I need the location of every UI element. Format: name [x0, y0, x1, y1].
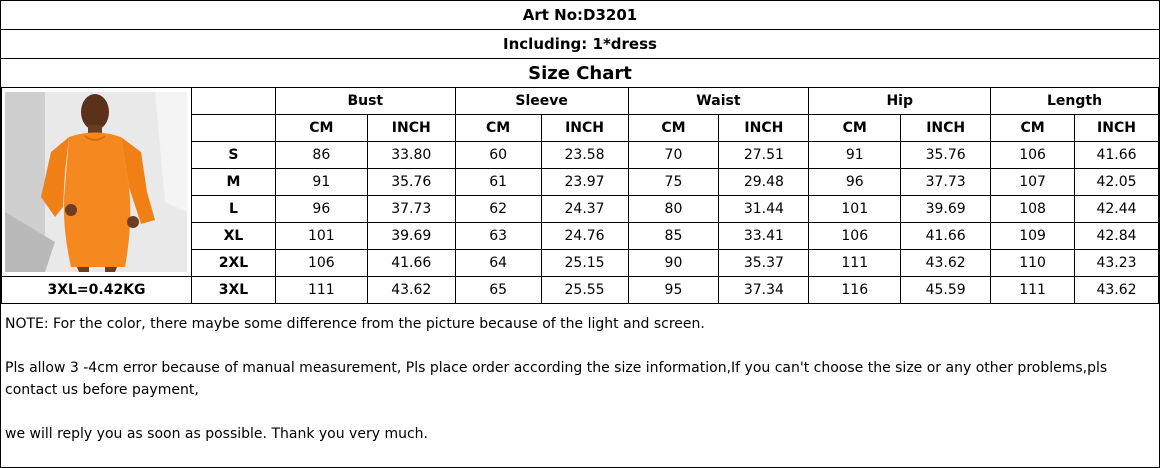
measurement-value: 65 [455, 277, 541, 304]
measurement-value: 37.73 [367, 196, 455, 223]
measurement-value: 31.44 [719, 196, 809, 223]
unit-header-cm: CM [628, 115, 719, 142]
unit-header-cm: CM [275, 115, 367, 142]
measurement-value: 39.69 [367, 223, 455, 250]
measurement-value: 23.97 [541, 169, 628, 196]
measurement-value: 25.15 [541, 250, 628, 277]
measurement-value: 63 [455, 223, 541, 250]
measurement-value: 111 [809, 250, 901, 277]
measurement-value: 86 [275, 142, 367, 169]
size-label: 3XL [191, 277, 275, 304]
measurement-header-bust: Bust [275, 88, 455, 115]
measurement-value: 85 [628, 223, 719, 250]
product-photo [5, 92, 187, 272]
measurement-value: 43.62 [1075, 277, 1159, 304]
measurement-value: 35.76 [901, 142, 991, 169]
note-measurement: Pls allow 3 -4cm error because of manual measurement, Pls place order according the size information,If you can't choose the size or any other problems,pls contact us before payment, [5, 360, 1108, 398]
measurement-value: 108 [991, 196, 1075, 223]
blank-header-cell [191, 88, 275, 115]
measurement-value: 25.55 [541, 277, 628, 304]
measurement-value: 37.34 [719, 277, 809, 304]
measurement-value: 41.66 [367, 250, 455, 277]
measurement-value: 91 [809, 142, 901, 169]
measurement-value: 37.73 [901, 169, 991, 196]
measurement-header-row [2, 88, 1159, 115]
measurement-value: 35.37 [719, 250, 809, 277]
measurement-value: 23.58 [541, 142, 628, 169]
measurement-value: 70 [628, 142, 719, 169]
measurement-value: 101 [275, 223, 367, 250]
unit-header-cm: CM [991, 115, 1075, 142]
size-table [1, 87, 1159, 304]
measurement-value: 43.62 [901, 250, 991, 277]
measurement-value: 62 [455, 196, 541, 223]
measurement-value: 43.62 [367, 277, 455, 304]
measurement-header-hip: Hip [809, 88, 991, 115]
measurement-value: 41.66 [901, 223, 991, 250]
product-photo-cell [2, 88, 192, 277]
size-label: XL [191, 223, 275, 250]
measurement-value: 64 [455, 250, 541, 277]
measurement-value: 106 [275, 250, 367, 277]
size-label: M [191, 169, 275, 196]
unit-header-inch: INCH [541, 115, 628, 142]
measurement-value: 35.76 [367, 169, 455, 196]
measurement-value: 106 [991, 142, 1075, 169]
table-row [2, 277, 1159, 304]
measurement-value: 90 [628, 250, 719, 277]
measurement-value: 41.66 [1075, 142, 1159, 169]
unit-header-inch: INCH [719, 115, 809, 142]
measurement-value: 116 [809, 277, 901, 304]
art-number: Art No:D3201 [1, 1, 1159, 30]
note-color: NOTE: For the color, there maybe some difference from the picture because of the light and screen. [5, 316, 705, 332]
measurement-value: 42.84 [1075, 223, 1159, 250]
size-label: 2XL [191, 250, 275, 277]
unit-header-inch: INCH [1075, 115, 1159, 142]
measurement-header-length: Length [991, 88, 1159, 115]
measurement-value: 75 [628, 169, 719, 196]
unit-header-inch: INCH [367, 115, 455, 142]
measurement-value: 42.44 [1075, 196, 1159, 223]
measurement-value: 91 [275, 169, 367, 196]
dress-model-image [5, 92, 187, 272]
measurement-value: 107 [991, 169, 1075, 196]
unit-header-inch: INCH [901, 115, 991, 142]
measurement-value: 43.23 [1075, 250, 1159, 277]
measurement-value: 110 [991, 250, 1075, 277]
measurement-value: 60 [455, 142, 541, 169]
measurement-value: 96 [275, 196, 367, 223]
unit-header-cm: CM [455, 115, 541, 142]
measurement-value: 27.51 [719, 142, 809, 169]
package-weight: 3XL=0.42KG [2, 277, 192, 304]
measurement-value: 39.69 [901, 196, 991, 223]
package-contents: Including: 1*dress [1, 30, 1159, 59]
measurement-value: 33.80 [367, 142, 455, 169]
size-label: L [191, 196, 275, 223]
chart-title: Size Chart [528, 62, 632, 84]
measurement-value: 61 [455, 169, 541, 196]
note-reply: we will reply you as soon as possible. Thank you very much. [5, 426, 428, 442]
measurement-value: 109 [991, 223, 1075, 250]
measurement-value: 29.48 [719, 169, 809, 196]
measurement-value: 33.41 [719, 223, 809, 250]
measurement-value: 111 [991, 277, 1075, 304]
measurement-value: 96 [809, 169, 901, 196]
measurement-value: 80 [628, 196, 719, 223]
measurement-value: 111 [275, 277, 367, 304]
measurement-value: 101 [809, 196, 901, 223]
unit-header-cm: CM [809, 115, 901, 142]
size-label: S [191, 142, 275, 169]
measurement-value: 95 [628, 277, 719, 304]
measurement-value: 24.37 [541, 196, 628, 223]
blank-unit-cell [191, 115, 275, 142]
measurement-value: 106 [809, 223, 901, 250]
measurement-header-sleeve: Sleeve [455, 88, 628, 115]
measurement-value: 45.59 [901, 277, 991, 304]
measurement-value: 42.05 [1075, 169, 1159, 196]
measurement-header-waist: Waist [628, 88, 809, 115]
measurement-value: 24.76 [541, 223, 628, 250]
notes-section [5, 313, 1155, 445]
